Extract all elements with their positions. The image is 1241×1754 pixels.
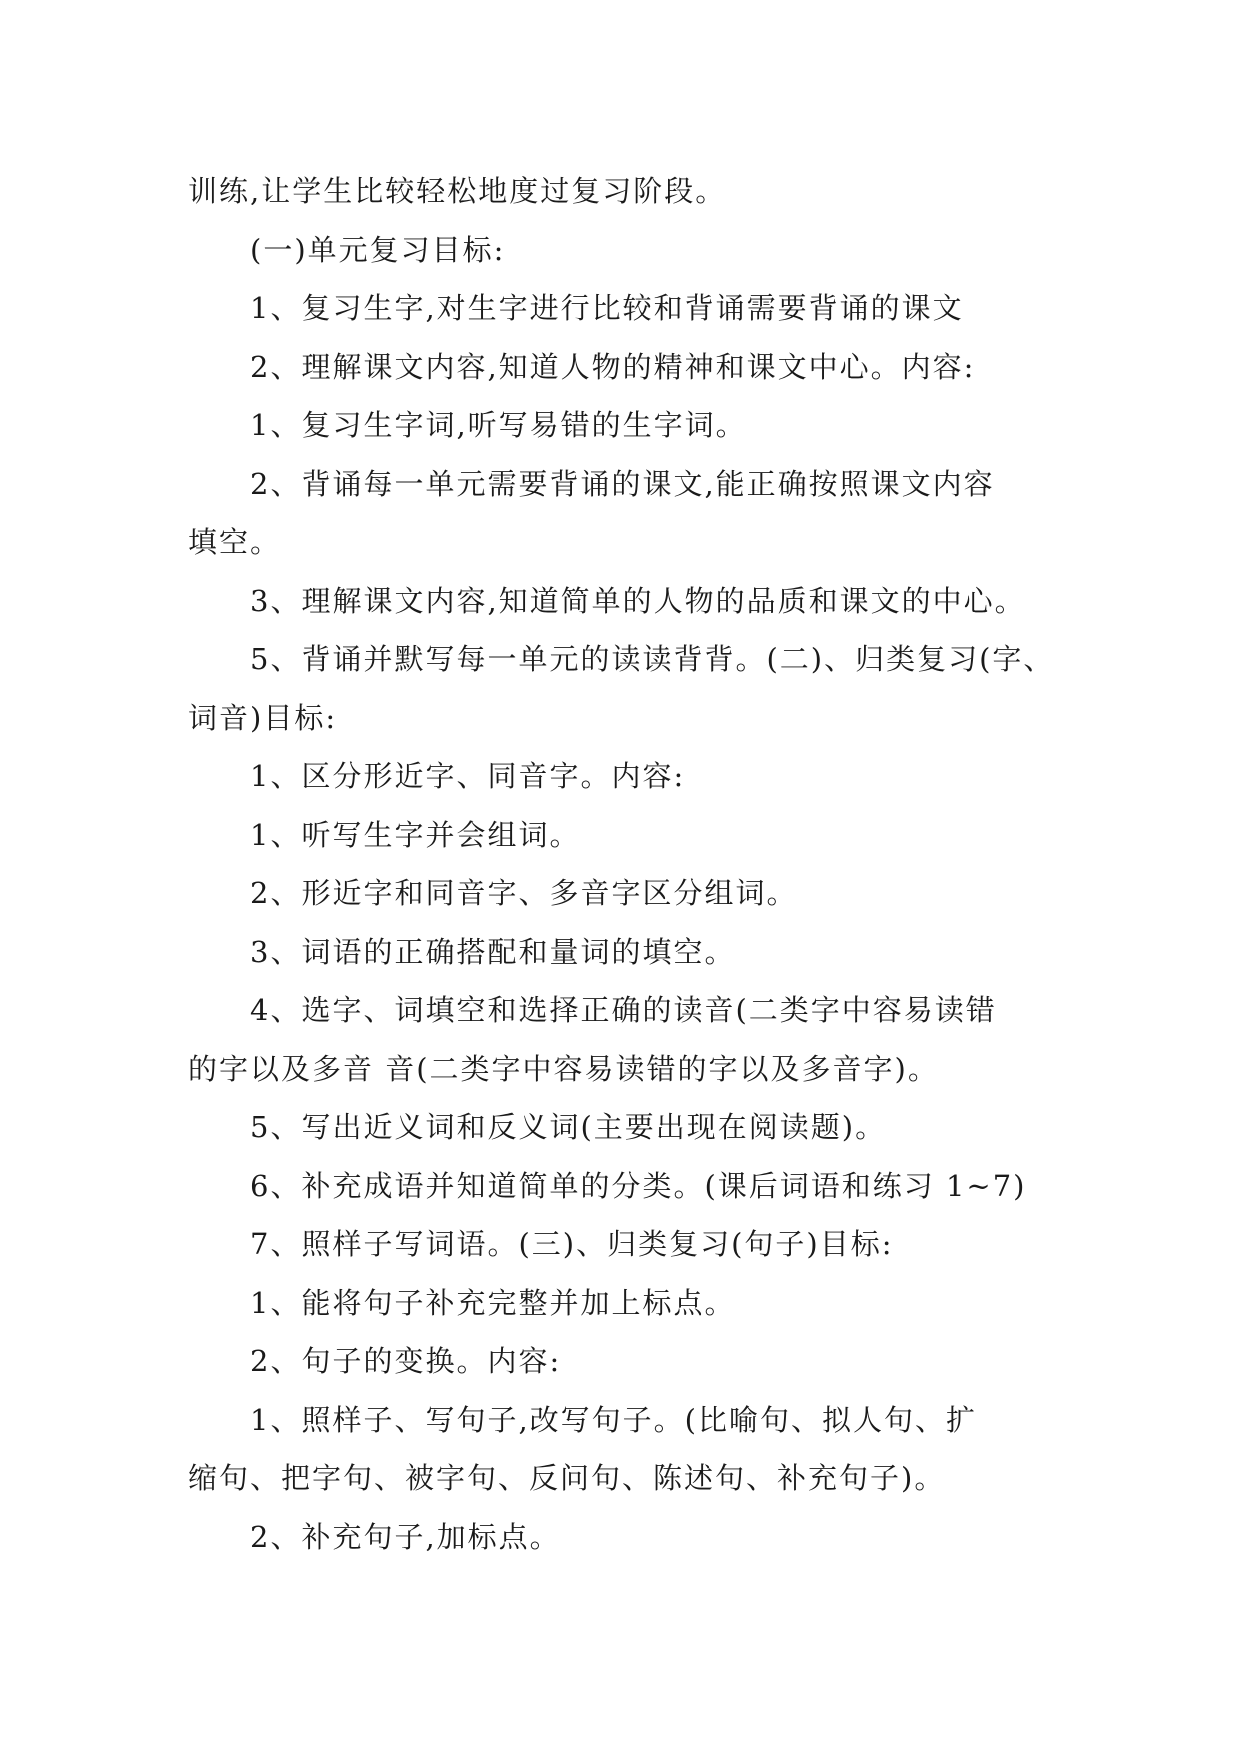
text-line: (一)单元复习目标: [250, 232, 506, 267]
text-line: 2、背诵每一单元需要背诵的课文,能正确按照课文内容 [250, 466, 995, 501]
document-body [188, 162, 1068, 1566]
text-line: 5、写出近义词和反义词(主要出现在阅读题)。 [250, 1110, 887, 1144]
text-line: 3、理解课文内容,知道简单的人物的品质和课文的中心。 [250, 583, 1026, 618]
text-line: 1、区分形近字、同音字。内容: [250, 759, 686, 793]
text-line: 3、词语的正确搭配和量词的填空。 [250, 934, 736, 969]
text-line: 1、听写生字并会组词。 [250, 817, 581, 852]
text-line: 缩句、把字句、被字句、反问句、陈述句、补充句子)。 [188, 1461, 946, 1495]
text-line: 4、选字、词填空和选择正确的读音(二类字中容易读错 [250, 993, 997, 1027]
text-line: 词音)目标: [188, 700, 338, 735]
text-line: 7、照样子写词语。(三)、归类复习(句子)目标: [250, 1227, 894, 1261]
text-line: 2、形近字和同音字、多音字区分组词。 [250, 876, 798, 910]
text-line: 1、复习生字词,听写易错的生字词。 [250, 408, 747, 442]
text-line: 1、照样子、写句子,改写句子。(比喻句、拟人句、扩 [250, 1402, 977, 1437]
text-line: 2、补充句子,加标点。 [250, 1519, 561, 1554]
text-line: 训练,让学生比较轻松地度过复习阶段。 [188, 174, 727, 208]
text-line: 的字以及多音 音(二类字中容易读错的字以及多音字)。 [188, 1051, 939, 1086]
text-line: 5、背诵并默写每一单元的读读背背。(二)、归类复习(字、 [250, 642, 1055, 676]
text-line: 2、句子的变换。内容: [250, 1344, 562, 1378]
text-line: 1、能将句子补充完整并加上标点。 [250, 1285, 736, 1320]
text-line: 填空。 [188, 525, 282, 559]
text-line: 1、复习生字,对生字进行比较和背诵需要背诵的课文 [250, 291, 964, 325]
text-line: 6、补充成语并知道简单的分类。(课后词语和练习 1~7) [250, 1168, 1027, 1203]
text-line: 2、理解课文内容,知道人物的精神和课文中心。内容: [250, 349, 976, 384]
